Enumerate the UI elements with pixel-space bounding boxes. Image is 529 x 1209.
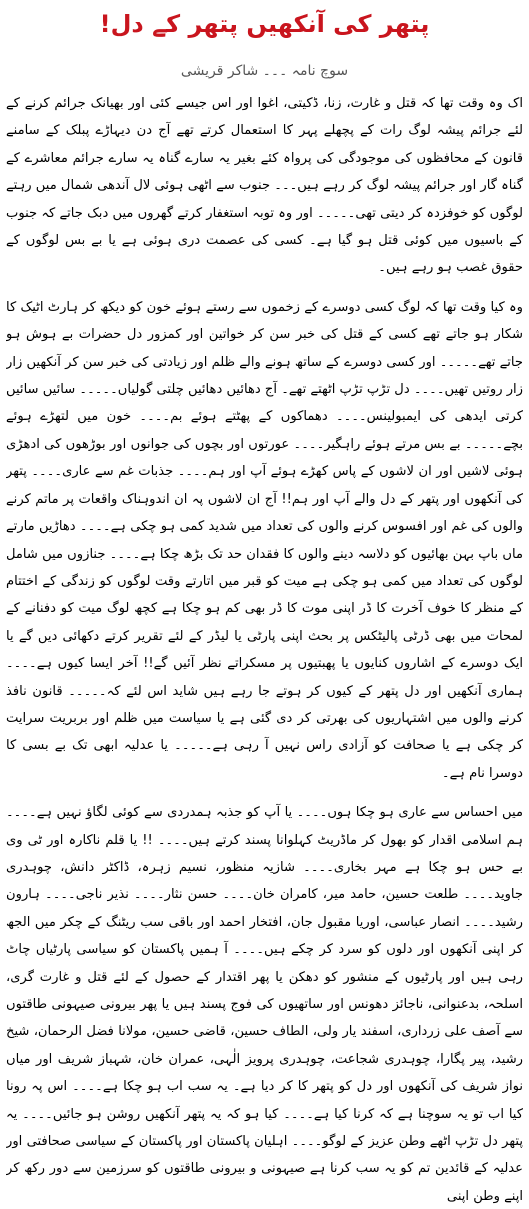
article-paragraph: وہ کیا وقت تھا کہ لوگ کسی دوسرے کے زخموں سے رستے ہوئے خون کو دیکھ کر ہارٹ اٹیک کا شکار ہو جاتے تھے کسی کے قتل کی خبر سن کر خواتین اور کمزور دل حضرات بے ہوش ہو جاتے تھے۔۔۔۔۔ اور کسی دوسرے کے ساتھ ہونے والے ظلم اور زیادتی کی خبر سن کر آنکھیں زار زار روتیں تھیں۔۔۔۔ دل تڑپ تڑپ اٹھتے تھے۔ آج دھائیں دھائیں چلتی گولیاں۔۔۔۔۔ سائیں سائیں کرتی ایدھی کی ایمبولینس۔۔۔۔ دھماکوں کے پھٹتے ہوئے بم۔۔۔۔ خون میں لتھڑے ہوئے بچے۔۔۔۔۔ بے بس مرتے ہوئے راہگیر۔۔۔۔ عورتوں اور بچوں کی جوانوں اور بوڑھوں کی ادھڑی ہوئی لاشیں اور ان لاشوں کے پاس کھڑے ہوئے آپ اور ہم۔۔۔۔ جذبات غم سے عاری۔۔۔۔ پتھر کی آنکھوں اور پتھر کے دل والے آپ اور ہم!! آج ان لاشوں پہ ان اندوہناک واقعات پر ماتم کرنے والوں کی غم اور افسوس کرنے والوں کی تعداد میں شدید کمی ہو چکی ہے۔۔۔۔ دھاڑیں مارتے ماں باپ بہن بھائیوں کو دلاسہ دینے والوں کا فقدان حد تک بڑھ چکا ہے۔۔۔۔ جنازوں میں شامل لوگوں کی تعداد میں کمی ہو چکی ہے میت کو قبر میں اتارتے وقت لوگوں کو زندگی کے اختتام کے منظر کا خوف آخرت کا ڈر اپنی موت کا ڈر بھی کم ہو چکا ہے کچھ لوگ میت کو دفنانے کے لمحات میں بھی ڈرٹی پالیٹکس پر بحث اپنی پارٹی یا لیڈر کے لئے تقریر کرتے دکھائی دیں گے یا ایک دوسرے کے اشاروں کنایوں یا پھبتیوں پر مسکراتے نظر آئیں گے!! آخر ایسا کیوں ہے۔۔۔۔ ہماری آنکھیں اور دل پتھر کے کیوں کر ہوتے جا رہے ہیں شاید اس لئے کہ۔۔۔۔۔ قانون نافذ کرنے والوں میں اشتہاریوں کی بھرتی کر دی گئی ہے یا سیاست میں ظلم اور بربریت سرایت کر چکی ہے یا صحافت کو آزادی راس نہیں آ رہی ہے۔۔۔۔۔ یا عدلیہ ابھی تک بے بسی کا دوسرا نام ہے۔ — [6, 299, 523, 781]
article-body — [6, 90, 523, 1205]
article-byline: سوچ نامہ ۔۔۔ شاکر قریشی — [180, 63, 349, 79]
article-paragraph: اک وہ وقت تھا کہ قتل و غارت، زنا، ڈکیتی، اغوا اور اس جیسے کئی اور بھیانک جرائم کرنے کے لئے جرائم پیشہ لوگ رات کے پچھلے پہر کا استعمال کرتے تھے آج دن دیہاڑے پبلک کے سامنے قانون کے محافظوں کی موجودگی کی پرواہ کئے بغیر یہ سارے گناہ یہ سارے جرائم معاشرے کے گناہ گار اور جرائم پیشہ لوگ کر رہے ہیں۔۔۔ جنوب سے اٹھی ہوئی لال آندھی شمال میں رہتے لوگوں کو خوفزدہ کر دیتی تھی۔۔۔۔۔ اور وہ توبہ استغفار کرتے گھروں میں دبک جاتے کہ جنوب کے باسیوں میں کوئی قتل ہو گیا ہے۔ کسی کی عصمت دری ہوئی ہے یا بے بس لوگوں کے حقوق غصب ہو رہے ہیں۔ — [6, 96, 523, 276]
article-paragraph: میں احساس سے عاری ہو چکا ہوں۔۔۔۔ یا آپ کو جذبہ ہمدردی سے کوئی لگاؤ نہیں ہے۔۔۔۔ ہم اسلامی اقدار کو بھول کر ماڈریٹ کہلوانا پسند کرتے ہیں۔۔۔۔ !! یا قلم ناکارہ اور ٹی وی بے حس ہو چکا ہے مہر بخاری۔۔۔۔ شازیہ منظور، نسیم زہرہ، ڈاکٹر دانش، چوہدری جاوید۔۔۔۔ طلعت حسین، حامد میر، کامران خان۔۔۔۔ حسن نثار۔۔۔۔ نذیر ناجی۔۔۔۔ ہارون رشید۔۔۔۔ انصار عباسی، اوریا مقبول جان، افتخار احمد اور باقی سب ریٹنگ کے چکر میں الجھ کر اپنی آنکھوں اور دلوں کو سرد کر چکے ہیں۔۔۔۔ آ ہمیں پاکستان کو سیاسی پارٹیاں چاٹ رہی ہیں اور پارٹیوں کے منشور کو دھکن یا پھر اقتدار کے حصول کے لئے قتل و غارت گری، اسلحہ، بدعنوانی، ناجائز دھونس اور ساتھیوں کی فوج پسند ہیں یا پھر بیرونی صیہونی طاقتوں سے آصف علی زرداری، اسفند یار ولی، الطاف حسین، قاضی حسین، مولانا فضل الرحمان، شیخ رشید، پیر پگارا، چوہدری شجاعت، چوہدری پرویز الٰہی، عمران خان، شہباز شریف اور میاں نواز شریف کی آنکھوں اور دل کو پتھر کا کر دیا ہے۔ یہ سب اب ہو چکا ہے۔۔۔۔ اس پہ رونا کیا اب تو یہ سوچنا ہے کہ کرنا کیا ہے۔۔۔۔ کیا ہو کہ یہ پتھر آنکھیں روشن ہو جائیں۔۔۔۔ یہ پتھر دل تڑپ اٹھے وطن عزیز کے لوگو۔۔۔۔ اہلیان پاکستان اور پاکستان کے سیاسی صحافتی اور عدلیہ کے قائدین تم کو یہ سب کرنا ہے صیہونی و بیرونی طاقتوں کو سرزمین سے دور رکھ کر اپنے وطن اپنی — [6, 805, 523, 1204]
article-title: پتھر کی آنکھیں پتھر کے دل! — [99, 10, 430, 38]
